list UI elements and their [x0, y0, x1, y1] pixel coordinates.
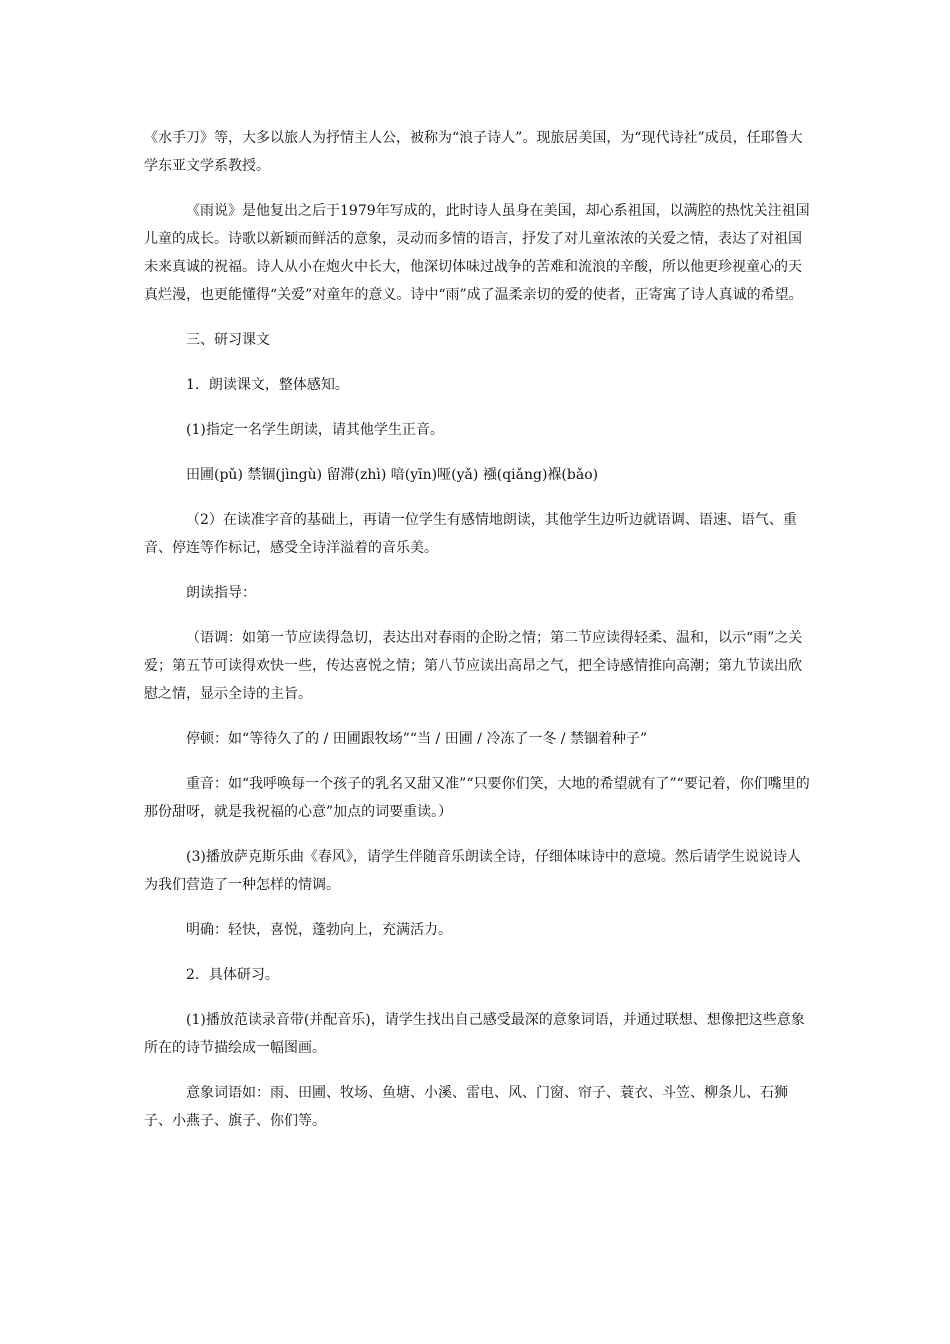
paragraph-pause: 停顿：如“等待久了的 / 田圃跟牧场”“当 / 田圃 / 冷冻了一冬 / 禁锢着种子”	[186, 731, 648, 747]
paragraph-reading-guide-label: 朗读指导：	[186, 585, 256, 601]
step-heading-detailed-study: 2．具体研习。	[186, 967, 279, 983]
paragraph-poem-background: 《雨说》是他复出之后于1979年写成的，此时诗人虽身在美国，却心系祖国，以满腔的热忱关注祖国儿童的成长。诗歌以新颖而鲜活的意象，灵动而多情的语言，抒发了对儿童浓浓的关爱之情，表达了对祖国未来真诚的祝福。诗人从小在炮火中长大，他深切体味过战争的苦难和流浪的辛酸，所以他更珍视童心的天真烂漫，也更能懂得“关爱”对童年的意义。诗中“雨”成了温柔亲切的爱的使者，正寄寓了诗人真诚的希望。	[144, 203, 810, 303]
paragraph-step-2-1: (1)播放范读录音带(并配音乐)，请学生找出自己感受最深的意象词语，并通过联想、想像把这些意象所在的诗节描绘成一幅图画。	[144, 1012, 805, 1056]
step-heading-reading: 1．朗读课文，整体感知。	[186, 377, 349, 393]
paragraph-image-words: 意象词语如：雨、田圃、牧场、鱼塘、小溪、雷电、风、门窗、帘子、蓑衣、斗笠、柳条儿、石狮子、小燕子、旗子、你们等。	[144, 1085, 788, 1129]
paragraph-clarification: 明确：轻快，喜悦，蓬勃向上，充满活力。	[186, 922, 452, 938]
paragraph-step-1-3: (3)播放萨克斯乐曲《春风》，请学生伴随音乐朗读全诗，仔细体味诗中的意境。然后请学生说说诗人为我们营造了一种怎样的情调。	[144, 849, 801, 893]
paragraph-intonation: （语调：如第一节应读得急切，表达出对春雨的企盼之情；第二节应读得轻柔、温和，以示“雨”之关爱；第五节可读得欢快一些，传达喜悦之情；第八节应读出高昂之气，把全诗感情推向高潮；第九节读出欣慰之情，显示全诗的主旨。	[144, 630, 803, 702]
paragraph-poet-intro-continued: 《水手刀》等，大多以旅人为抒情主人公，被称为“浪子诗人”。现旅居美国，为“现代诗社”成员，任耶鲁大学东亚文学系教授。	[144, 130, 803, 174]
paragraph-pronunciation-list: 田圃(pǔ) 禁锢(jìngù) 留滞(zhì) 喑(yīn)哑(yǎ) 襁(qiǎng)褓(bǎo)	[186, 467, 599, 483]
section-heading-study-text: 三、研习课文	[186, 332, 270, 348]
paragraph-step-1-2: （2）在读准字音的基础上，再请一位学生有感情地朗读，其他学生边听边就语调、语速、语气、重音、停连等作标记，感受全诗洋溢着的音乐美。	[144, 512, 797, 556]
paragraph-stress: 重音：如“我呼唤每一个孩子的乳名又甜又准”“只要你们笑，大地的希望就有了”“要记着，你们嘴里的那份甜呀，就是我祝福的心意”加点的词要重读。）	[144, 776, 810, 820]
document-page	[144, 124, 814, 1135]
paragraph-step-1-1: (1)指定一名学生朗读，请其他学生正音。	[186, 422, 444, 438]
